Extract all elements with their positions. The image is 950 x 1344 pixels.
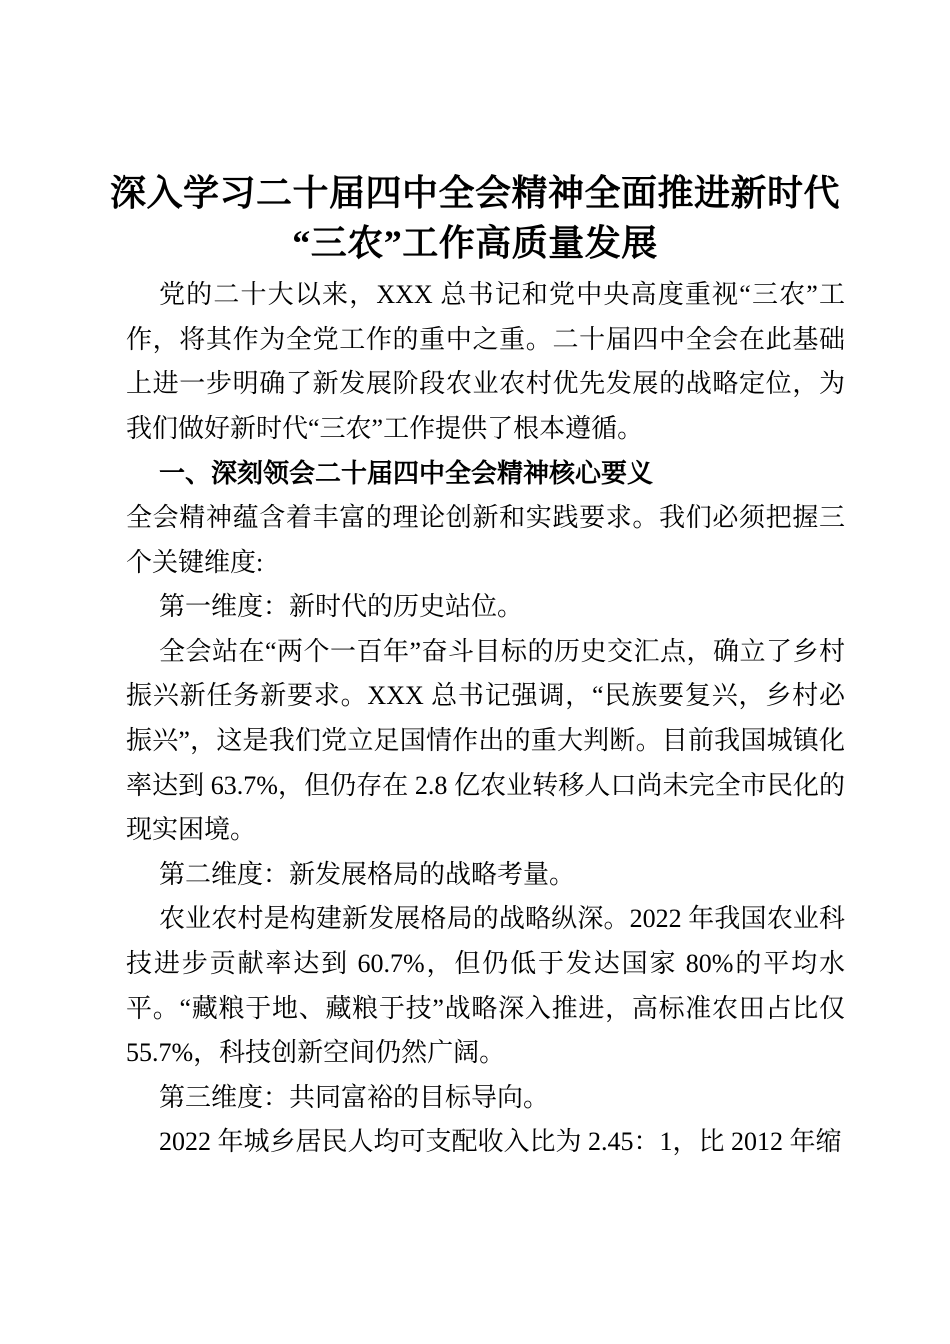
paragraph-dimension2-body: 农业农村是构建新发展格局的战略纵深。2022 年我国农业科技进步贡献率达到 60.7%，但仍低于发达国家 80%的平均水平。“藏粮于地、藏粮于技”战略深入推进，高标准农田占比仅 55.7%，科技创新空间仍然广阔。 bbox=[126, 904, 845, 1068]
paragraph-dimension1-body: 全会站在“两个一百年”奋斗目标的历史交汇点，确立了乡村振兴新任务新要求。XXX 总书记强调，“民族要复兴，乡村必振兴”，这是我们党立足国情作出的重大判断。目前我国城镇化率达到 63.7%，但仍存在 2.8 亿农业转移人口尚未完全市民化的现实困境。 bbox=[126, 636, 845, 845]
paragraph-dimension3-title: 第三维度：共同富裕的目标导向。 bbox=[159, 1082, 550, 1112]
paragraph-dimension2-title: 第二维度：新发展格局的战略考量。 bbox=[159, 859, 576, 889]
paragraph-intro: 党的二十大以来，XXX 总书记和党中央高度重视“三农”工作，将其作为全党工作的重中之重。二十届四中全会在此基础上进一步明确了新发展阶段农业农村优先发展的战略定位，为我们做好新时代“三农”工作提供了根本遵循。 bbox=[126, 280, 845, 443]
document-title bbox=[35, 168, 915, 268]
paragraph-section1-lead: 全会精神蕴含着丰富的理论创新和实践要求。我们必须把握三个关键维度: bbox=[126, 502, 845, 577]
paragraph-dimension3-body-partial: 2022 年城乡居民人均可支配收入比为 2.45：1，比 2012 年缩 bbox=[159, 1127, 842, 1157]
paragraph-dimension1-title: 第一维度：新时代的历史站位。 bbox=[159, 592, 524, 622]
document-body bbox=[126, 273, 845, 1165]
section-heading-1: 一、深刻领会二十届四中全会精神核心要义 bbox=[159, 458, 654, 489]
document-title-line-2: “三农”工作高质量发展 bbox=[292, 223, 658, 263]
document-title-line-1: 深入学习二十届四中全会精神全面推进新时代 bbox=[109, 173, 840, 213]
